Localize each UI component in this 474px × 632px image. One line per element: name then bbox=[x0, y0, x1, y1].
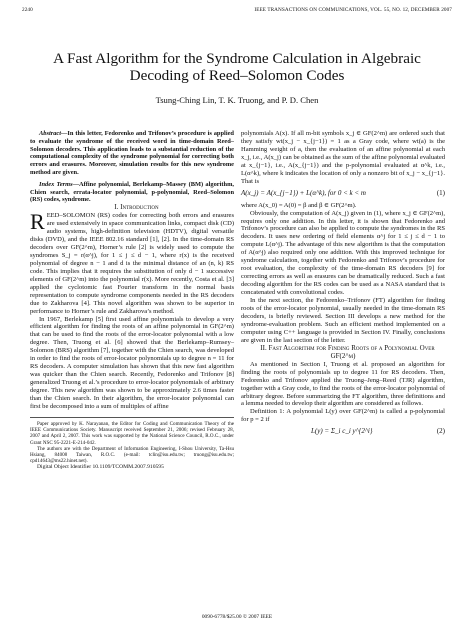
intro-paragraph-1-text: EED–SOLOMON (RS) codes for correcting both errors and erasures are used extensively in space communication links, compact disk (CD) audio systems, high-definition television (HDTV), digital versatile disks (DVD), and the IEEE 802.16 standard [1], [2]. In the time-domain RS decoders over GF(2^m), Horner’s rule [2] is widely used to compute the syndromes S_j = r(α^j), for 1 ≤ j ≤ d − 1, where r(x) is the received polynomial of degree n − 1 and d is the minimal distance of an (n, k) RS code. This implies that it requires the substitution of only d − 1 successive elements of GF(2^m) into the polynomial r(x). More recently, Costa et al. [3] applied the cyclotomic fast Fourier transform in the normal basis representation to compute syndrome components needed in the RS decoders due to Zakharova [4]. This novel algorithm was shown to be superior in performance to Horner’s rule and Zakharova’s method. bbox=[30, 212, 234, 315]
equation-2-body: L(y) = Σ_i c_i y^{2^i} bbox=[311, 427, 373, 436]
right-paragraph-2: where A(x_0) = A(0) = β and β ∈ GF(2^m). bbox=[241, 201, 357, 209]
drop-cap: R bbox=[30, 209, 45, 235]
abstract-text: In this letter, Fedorenko and Trifonov’s procedure is applied to evaluate the syndrome of the received word in time-domain Reed–Solomon decoders. This application leads to a substantial reduction of the computational complexity of the syndrome polynomial for correcting both errors and erasures. Moreover, simulation results for this new syndrome method are given. bbox=[30, 130, 234, 176]
equation-2-number: (2) bbox=[436, 427, 445, 436]
doi: Digital Object Identifier 10.1109/TCOMM.2007.910595 bbox=[37, 464, 164, 471]
footnote-editor: Paper approved by K. Narayanan, the Editor for Coding and Communication Theory of the IEEE Communications Society. Manuscript received September 21, 2006; revised February 28, 2007 and April 2, 2007. This work was supported by the National Science Council, R.O.C., under Grant NSC 95-2221-E-214-042. bbox=[30, 420, 234, 446]
equation-1 bbox=[241, 190, 445, 198]
abstract bbox=[30, 130, 234, 177]
index-terms-label: Index Terms— bbox=[39, 180, 80, 188]
section-heading-introduction: I. Introduction bbox=[114, 203, 159, 212]
right-paragraph-4: In the next section, the Fedorenko–Trifonov (FT) algorithm for finding roots of the error-locator polynomial, usually needed in the time-domain RS decoders, is briefly reviewed. Section III develops a new method for the syndrome-evaluation problem. Such an efficient method implemented on a computer using C++ language is provided in Section IV. Finally, conclusions are given in the last section of the letter. bbox=[241, 297, 445, 344]
section-heading-fast-algorithm: II. Fast Algorithm for Finding Roots of a Polynomial Over GF(2^m) bbox=[260, 343, 435, 360]
paper-title: A Fast Algorithm for the Syndrome Calculation in Algebraic Decoding of Reed–Solomon Codes bbox=[53, 50, 421, 84]
intro-paragraph-1 bbox=[30, 209, 234, 315]
definition-1: Definition 1: A polynomial L(y) over GF(2^m) is called a p-polynomial for p = 2 if bbox=[241, 408, 445, 424]
equation-1-number: (1) bbox=[436, 188, 445, 197]
index-terms bbox=[30, 181, 234, 204]
copyright-line: 0090-6778/$25.00 © 2007 IEEE bbox=[201, 614, 273, 620]
index-terms-text: Affine polynomial, Berlekamp–Massey (BM) algorithm, Chien search, errata-locator polynomial, p-polynomial, Reed–Solomon (RS) codes, syndrome. bbox=[30, 180, 235, 204]
left-column bbox=[30, 130, 234, 471]
authors: Tsung-Ching Lin, T. K. Truong, and P. D. Chen bbox=[155, 95, 319, 105]
page-number: 2240 bbox=[22, 7, 33, 13]
right-column bbox=[241, 130, 445, 440]
page-header bbox=[22, 7, 452, 17]
right-paragraph-5: As mentioned in Section I, Truong et al. proposed an algorithm for finding the roots of polynomials up to degree 11 for RS decoders. Then, Fedorenko and Trifonov applied the Truong–Jeng–Reed (TJR) algorithm, together with a Gray code, to find the roots of the error-locator polynomial of arbitrary degree. Before summarizing the FT algorithm, three definitions and a lemma needed to develop their algorithm are considered as follows. bbox=[241, 360, 445, 408]
right-paragraph-1: polynomials A(x). If all m-bit symbols x_j ∈ GF(2^m) are ordered such that they satisfy wt(x_j − x_{j−1}) = 1 as a Gray code, where wt(a) is the Hamming weight of a, then the evaluation of an affine polynomial at each x_j, i.e., A(x_j) can be obtained as the sum of the affine polynomial evaluated at x_{j−1}, i.e., A(x_{j−1}) and the p-polynomial evaluated at α^k, i.e., L(α^k), where k indicates the location of only a nonzero bit of x_j − x_{j−1}. That is bbox=[241, 130, 445, 185]
equation-1-body: A(x_j) = A(x_{j−1}) + L(α^k), for 0 < k < m bbox=[241, 188, 366, 197]
right-paragraph-3: Obviously, the computation of A(x_j) given in (1), where x_j ∈ GF(2^m), requires only one addition. In this letter, it is shown that Fedorenko and Trifonov’s procedure can also be applied to compute the syndromes in the RS decoders. It uses new ordering of field elements α^j for 1 ≤ j ≤ d − 1 to compute L(α^j). The advantage of this new algorithm is that the computation of A(α^j) also required only one addition. With this improved technique for syndrome calculation, together with Fedorenko and Trifonov’s procedure for root evaluation, the complexity of the time-domain RS decoders [9] for correcting errors as well as erasures can be dramatically reduced. Such a fast decoding algorithm for the RS codes can be used as a NASA standard that is concatenated with convolutional codes. bbox=[241, 209, 445, 297]
footnote-affiliation: The authors are with the Department of Information Engineering, I-Shou University, Ta-Hsu Hsiang, 84008 Taiwan, R.O.C. (e-mail: tclin@isu.edu.tw; truong@isu.edu.tw; cpd14643@ms22.hinet.net). bbox=[30, 445, 234, 465]
abstract-label: Abstract— bbox=[39, 130, 68, 137]
journal-header: IEEE TRANSACTIONS ON COMMUNICATIONS, VOL. 55, NO. 12, DECEMBER 2007 bbox=[254, 7, 452, 13]
equation-2 bbox=[241, 428, 445, 436]
footnote bbox=[30, 417, 234, 471]
intro-paragraph-2: In 1967, Berlekamp [5] first used affine polynomials to develop a very efficient algorithm for finding the roots of an affine polynomial in GF(2^m) that can be used to find the roots of the error-locator polynomial with a low degree. Then, Truong et al. [6] showed that the Berlekamp–Rumsey–Solomon (BRS) algorithm [7], together with the Chien search, was developed in order to find the roots of error-locator polynomials up to degree n = 11 for RS decoders. A computer simulation has shown that this new fast algorithm was quicker than the Chien search. Recently, Fedorenko and Trifonov [8] generalized Truong et al.’s procedure to error-locator polynomials of arbitrary degree. This new algorithm was shown to be approximately 2.6 times faster than the Chien search. In their algorithm, the error-locator polynomial can first be decomposed into a sum of multiples of affine bbox=[30, 315, 234, 410]
